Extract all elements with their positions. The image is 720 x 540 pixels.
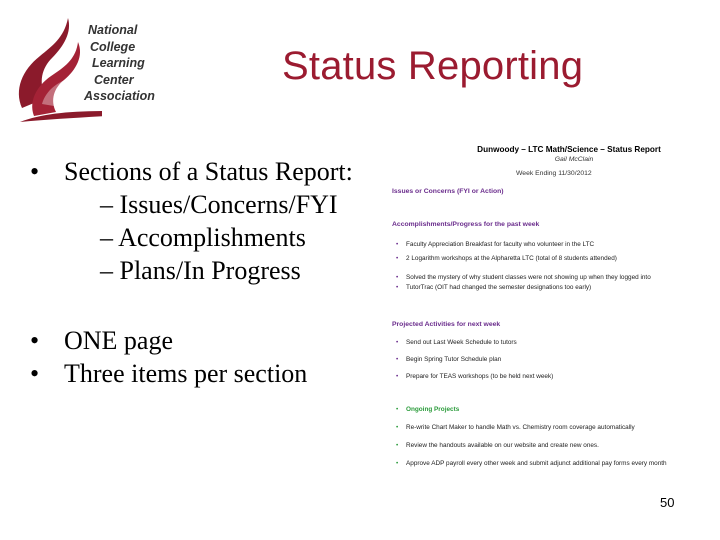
report-heading-accomplishments: Accomplishments/Progress for the past week [392, 221, 540, 228]
report-title: Dunwoody – LTC Math/Science – Status Report [477, 145, 661, 154]
nclca-logo [12, 12, 180, 124]
status-report-image [380, 135, 708, 471]
subitem-issues: – Issues/Concerns/FYI [100, 190, 338, 219]
report-week-ending: Week Ending 11/30/2012 [516, 170, 592, 177]
report-item: • Re-write Chart Maker to handle Math vs. Chemistry room coverage automatically [406, 423, 635, 432]
report-heading-ongoing [406, 405, 459, 414]
subitem-plans: – Plans/In Progress [100, 256, 301, 285]
report-item: • Prepare for TEAS workshops (to be held next week) [406, 372, 553, 381]
report-author: Gail McClain [554, 156, 594, 163]
report-item: • Send out Last Week Schedule to tutors [406, 338, 517, 347]
logo-line-3: Learning [92, 56, 145, 70]
report-item-continuation: • TutorTrac (OIT had changed the semester designations too early) [406, 283, 591, 292]
logo-line-2: College [90, 39, 136, 54]
logo-line-5: Association [84, 89, 155, 103]
subitem-accomplishments: – Accomplishments [100, 223, 306, 252]
report-item: • Approve ADP payroll every other week and submit adjunct additional pay forms every month [406, 459, 667, 468]
page-number: 50 [660, 495, 675, 510]
bullet-list-rules [28, 324, 307, 390]
logo-text [84, 22, 155, 105]
report-heading-projected: Projected Activities for next week [392, 321, 501, 328]
slide-title: Status Reporting [282, 44, 584, 88]
bullet-three-items: • Three items per section [28, 357, 307, 390]
report-heading-issues: Issues or Concerns (FYI or Action) [392, 188, 504, 195]
ongoing-heading-text: Ongoing Projects [406, 406, 460, 413]
report-item: • 2 Logarithm workshops at the Alpharetta LTC (total of 8 students attended) [406, 254, 617, 263]
report-item: • Begin Spring Tutor Schedule plan [406, 355, 501, 364]
bullet-list-sections [28, 155, 353, 287]
bullet-one-page: • ONE page [28, 324, 307, 357]
logo-line-1: National [88, 23, 138, 37]
logo-line-4: Center [94, 72, 134, 87]
report-item: • Faculty Appreciation Breakfast for faculty who volunteer in the LTC [406, 240, 594, 249]
report-item: • Review the handouts available on our website and create new ones. [406, 441, 599, 450]
report-item: • Solved the mystery of why student classes were not showing up when they logged into [406, 273, 651, 282]
bullet-sections: • Sections of a Status Report: [28, 155, 353, 188]
